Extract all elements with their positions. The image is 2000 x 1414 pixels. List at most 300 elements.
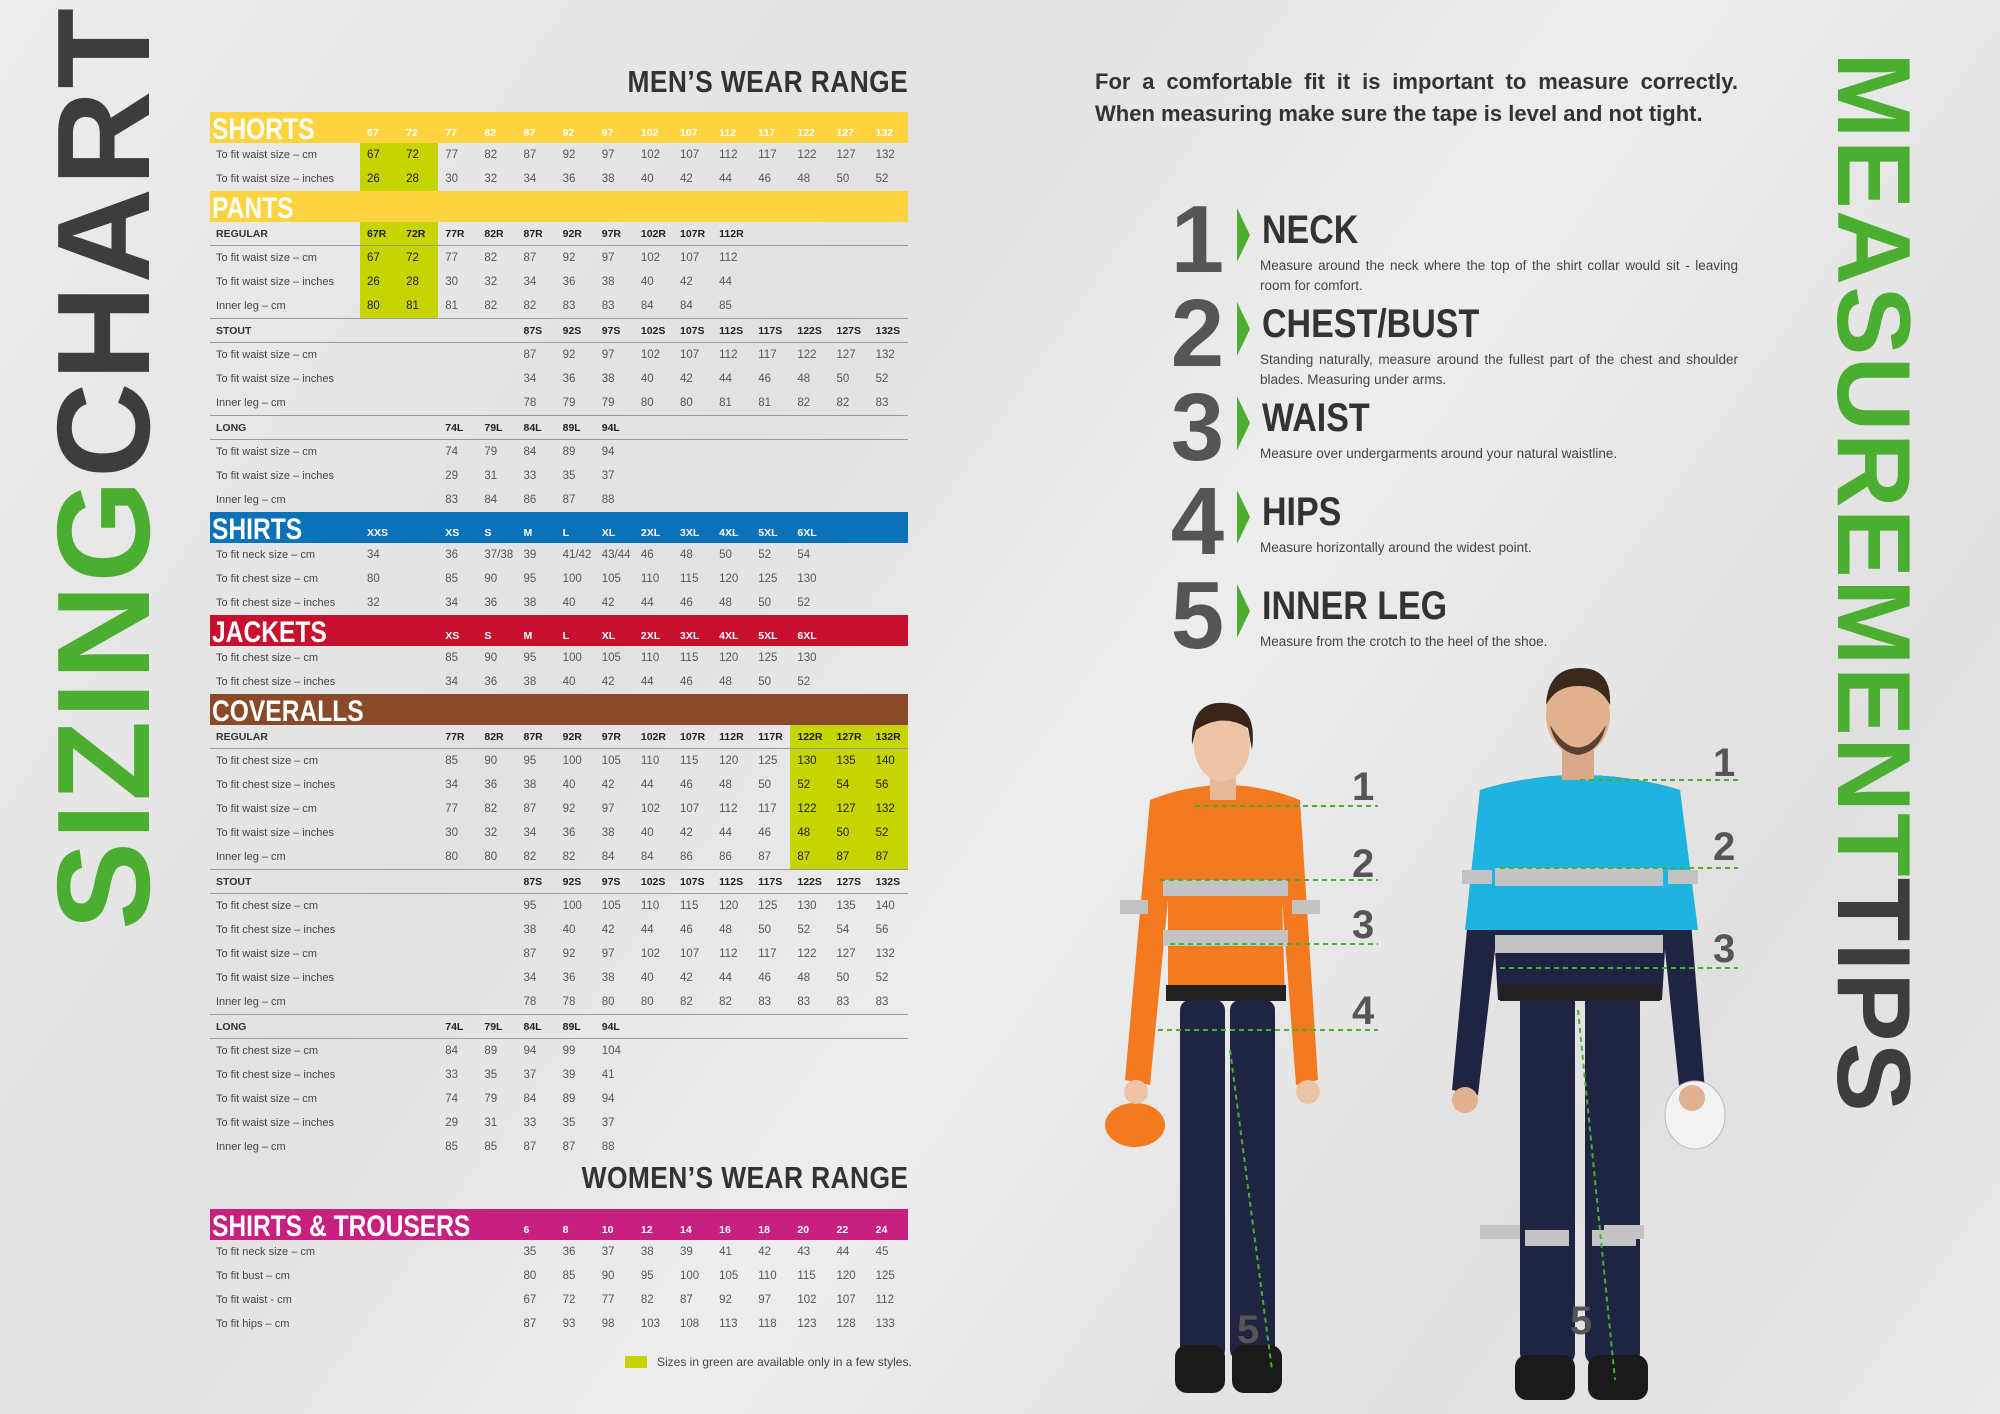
value-cell: 87	[758, 851, 772, 863]
value-cell: 79	[484, 1093, 498, 1105]
row-label: To fit chest size – inches	[216, 597, 336, 609]
value-cell: 44	[836, 1246, 850, 1258]
size-header-cell: 5XL	[758, 630, 778, 642]
value-cell: 85	[445, 755, 459, 767]
value-cell: 87	[523, 803, 537, 815]
size-code-cell: 132S	[875, 876, 901, 888]
value-cell: 50	[836, 972, 850, 984]
size-code-cell: 82R	[484, 731, 504, 743]
size-code-cell: 74L	[445, 1021, 464, 1033]
size-code-cell: 132R	[869, 725, 908, 748]
value-cell: 92	[719, 1294, 732, 1306]
value-cell: 40	[562, 924, 576, 936]
value-cell: 95	[523, 652, 537, 664]
value-cell: 102	[640, 948, 661, 960]
value-cell: 32	[484, 827, 498, 839]
value-cell: 80	[640, 996, 654, 1008]
size-header-cell: 4XL	[719, 630, 739, 642]
size-header-cell: XL	[601, 527, 616, 539]
value-cell: 39	[680, 1246, 693, 1258]
value-cell: 46	[640, 549, 654, 561]
value-cell: 100	[680, 1270, 700, 1282]
group-label: REGULAR	[216, 731, 268, 743]
value-cell: 42	[680, 972, 693, 984]
value-cell: 80	[601, 996, 615, 1008]
value-cell: 48	[719, 779, 732, 791]
value-cell: 132	[875, 149, 895, 161]
value-cell: 44	[719, 972, 732, 984]
value-cell: 135	[830, 749, 869, 773]
value-cell: 120	[836, 1270, 856, 1282]
value-cell: 97	[758, 1294, 772, 1306]
value-cell: 110	[640, 900, 660, 912]
value-cell: 87	[523, 349, 537, 361]
value-cell: 95	[640, 1270, 654, 1282]
size-header-cell: M	[523, 527, 533, 539]
value-cell: 81	[719, 397, 732, 409]
size-code-cell: 127R	[830, 725, 869, 748]
value-cell: 117	[758, 948, 777, 960]
value-cell: 41	[601, 1069, 615, 1081]
size-code-cell: 127S	[836, 876, 862, 888]
size-code-cell: 107R	[680, 228, 706, 240]
value-cell: 122	[790, 797, 829, 821]
value-cell: 48	[790, 821, 829, 845]
value-cell: 36	[562, 827, 576, 839]
value-cell: 84	[484, 494, 498, 506]
size-header-cell: 127	[836, 127, 855, 139]
tip-description: Measure horizontally around the widest point.	[1260, 540, 1532, 555]
size-header-cell: 10	[601, 1224, 614, 1236]
value-cell: 100	[562, 652, 582, 664]
size-header-cell: S	[484, 527, 492, 539]
value-cell: 30	[445, 276, 459, 288]
value-cell: 28	[399, 270, 438, 294]
value-cell: 87	[562, 494, 576, 506]
size-code-cell: 102S	[640, 325, 666, 337]
value-cell: 130	[797, 573, 817, 585]
value-cell: 81	[445, 300, 459, 312]
value-cell: 72	[399, 143, 438, 167]
value-cell: 125	[758, 573, 778, 585]
value-cell: 94	[523, 1045, 537, 1057]
value-cell: 117	[758, 349, 777, 361]
section-title: SHIRTS & TROUSERS	[212, 1210, 471, 1243]
value-cell: 115	[797, 1270, 816, 1282]
size-header-cell: 22	[836, 1224, 849, 1236]
value-cell: 108	[680, 1318, 700, 1330]
value-cell: 83	[875, 397, 889, 409]
value-cell: 99	[562, 1045, 576, 1057]
value-cell: 84	[680, 300, 693, 312]
value-cell: 72	[399, 246, 438, 270]
woman-label-1: 1	[1352, 765, 1375, 809]
value-cell: 118	[758, 1318, 777, 1330]
value-cell: 125	[758, 755, 778, 767]
value-cell: 42	[601, 676, 615, 688]
value-cell: 86	[523, 494, 537, 506]
value-cell: 97	[601, 149, 615, 161]
value-cell: 83	[562, 300, 576, 312]
size-code-cell: 102R	[640, 228, 666, 240]
value-cell: 133	[875, 1318, 895, 1330]
value-cell: 83	[601, 300, 615, 312]
value-cell: 83	[836, 996, 850, 1008]
size-code-cell: 92S	[562, 876, 582, 888]
value-cell: 35	[523, 1246, 537, 1258]
row-label: Inner leg – cm	[216, 494, 286, 506]
value-cell: 94	[601, 1093, 615, 1105]
size-code-cell: 87R	[523, 731, 543, 743]
row-label: To fit chest size – cm	[216, 573, 319, 585]
value-cell: 44	[719, 173, 732, 185]
value-cell: 50	[836, 373, 850, 385]
value-cell: 112	[719, 252, 738, 264]
value-cell: 87	[523, 1141, 537, 1153]
value-cell: 82	[523, 300, 537, 312]
tip-title: INNER LEG	[1262, 584, 1448, 628]
value-cell: 35	[562, 1117, 576, 1129]
value-cell: 34	[445, 779, 459, 791]
value-cell: 105	[601, 652, 621, 664]
row-label: To fit hips – cm	[216, 1318, 290, 1330]
value-cell: 115	[680, 900, 699, 912]
tip-description: Measure from the crotch to the heel of the shoe.	[1260, 634, 1548, 649]
value-cell: 80	[523, 1270, 537, 1282]
value-cell: 34	[445, 676, 459, 688]
value-cell: 127	[836, 948, 856, 960]
row-label: Inner leg – cm	[216, 996, 286, 1008]
section-title: SHIRTS	[212, 513, 303, 546]
size-header-cell: L	[562, 630, 570, 642]
value-cell: 92	[562, 803, 576, 815]
value-cell: 84	[445, 1045, 459, 1057]
value-cell: 92	[562, 252, 576, 264]
value-cell: 122	[797, 948, 817, 960]
value-cell: 102	[797, 1294, 817, 1306]
size-header-cell: M	[523, 630, 533, 642]
man-leg-stripe	[1525, 1230, 1569, 1246]
row-label: Inner leg – cm	[216, 851, 286, 863]
value-cell: 38	[601, 276, 615, 288]
woman-label-3: 3	[1352, 903, 1375, 947]
value-cell: 39	[562, 1069, 576, 1081]
value-cell: 80	[640, 397, 654, 409]
size-header-cell: L	[562, 527, 570, 539]
value-cell: 36	[562, 276, 576, 288]
size-header-cell: 107	[680, 127, 698, 139]
value-cell: 77	[445, 803, 459, 815]
man-label-5: 5	[1570, 1299, 1593, 1343]
row-label: To fit waist size – inches	[216, 373, 334, 385]
size-code-cell: 112S	[719, 325, 744, 337]
size-code-cell: 122R	[790, 725, 829, 748]
value-cell: 84	[640, 851, 654, 863]
row-label: To fit waist size – cm	[216, 803, 317, 815]
size-code-cell: 112R	[719, 731, 744, 743]
size-code-cell: 89L	[562, 1021, 581, 1033]
row-label: Inner leg – cm	[216, 1141, 286, 1153]
group-label: LONG	[216, 1021, 247, 1033]
size-code-cell: 132S	[875, 325, 901, 337]
value-cell: 34	[523, 173, 537, 185]
value-cell: 41	[719, 1246, 732, 1258]
value-cell: 82	[484, 300, 498, 312]
value-cell: 125	[758, 652, 778, 664]
value-cell: 115	[680, 573, 699, 585]
value-cell: 48	[719, 676, 732, 688]
man-left-boot	[1515, 1355, 1575, 1400]
value-cell: 127	[836, 349, 856, 361]
value-cell: 43	[797, 1246, 811, 1258]
value-cell: 87	[680, 1294, 693, 1306]
value-cell: 85	[445, 652, 459, 664]
value-cell: 52	[869, 821, 908, 845]
value-cell: 52	[875, 972, 889, 984]
value-cell: 102	[640, 149, 661, 161]
value-cell: 92	[562, 349, 576, 361]
size-code-cell: 102S	[640, 876, 666, 888]
value-cell: 87	[790, 845, 829, 869]
value-cell: 44	[640, 924, 654, 936]
value-cell: 107	[680, 803, 700, 815]
size-header-cell: 132	[875, 127, 894, 139]
value-cell: 40	[640, 173, 654, 185]
value-cell: 86	[680, 851, 693, 863]
value-cell: 78	[523, 397, 537, 409]
value-cell: 110	[640, 652, 660, 664]
size-header-cell: 12	[640, 1224, 653, 1236]
man-leg-stripe	[1592, 1230, 1636, 1246]
value-cell: 37	[601, 470, 615, 482]
tip-number: 3	[1170, 374, 1225, 481]
size-header-cell: 6XL	[797, 630, 817, 642]
value-cell: 80	[367, 573, 380, 585]
size-header-cell: 3XL	[680, 630, 700, 642]
value-cell: 100	[562, 573, 582, 585]
value-cell: 87	[523, 149, 537, 161]
value-cell: 87	[523, 1318, 537, 1330]
value-cell: 52	[875, 173, 889, 185]
value-cell: 82	[523, 851, 537, 863]
size-header-cell: 82	[484, 127, 497, 139]
value-cell: 80	[445, 851, 459, 863]
row-label: To fit chest size – inches	[216, 924, 336, 936]
value-cell: 37	[523, 1069, 537, 1081]
value-cell: 67	[360, 143, 399, 167]
value-cell: 52	[797, 676, 811, 688]
row-label: To fit chest size – cm	[216, 900, 319, 912]
value-cell: 37	[601, 1117, 615, 1129]
value-cell: 82	[484, 149, 498, 161]
value-cell: 85	[562, 1270, 576, 1282]
size-header-cell: 6	[523, 1224, 530, 1236]
size-code-cell: 89L	[562, 422, 581, 434]
value-cell: 56	[869, 773, 908, 797]
section-title: COVERALLS	[212, 695, 364, 728]
tip-description: Measure over undergarments around your natural waistline.	[1260, 446, 1618, 461]
value-cell: 52	[875, 373, 889, 385]
value-cell: 54	[836, 924, 850, 936]
value-cell: 34	[523, 972, 537, 984]
man-label-1: 1	[1713, 741, 1736, 785]
value-cell: 36	[562, 1246, 576, 1258]
woman-reflective-stripe	[1163, 880, 1288, 896]
value-cell: 36	[562, 173, 576, 185]
value-cell: 110	[640, 573, 660, 585]
size-header-cell: 3XL	[680, 527, 700, 539]
value-cell: 46	[758, 373, 772, 385]
value-cell: 89	[562, 1093, 576, 1105]
woman-belt	[1166, 985, 1286, 1001]
value-cell: 82	[484, 252, 498, 264]
size-header-cell: 112	[719, 127, 737, 139]
value-cell: 39	[523, 549, 537, 561]
value-cell: 52	[797, 597, 811, 609]
value-cell: 45	[875, 1246, 889, 1258]
value-cell: 85	[445, 1141, 459, 1153]
value-cell: 50	[758, 676, 772, 688]
size-code-cell: 82R	[484, 228, 504, 240]
value-cell: 36	[484, 597, 498, 609]
value-cell: 32	[367, 597, 380, 609]
value-cell: 90	[484, 573, 498, 585]
value-cell: 82	[836, 397, 850, 409]
value-cell: 140	[875, 900, 895, 912]
value-cell: 94	[601, 446, 615, 458]
size-code-cell: 94L	[601, 1021, 620, 1033]
man-reflective-stripe	[1495, 935, 1663, 953]
value-cell: 77	[601, 1294, 615, 1306]
value-cell: 40	[640, 276, 654, 288]
value-cell: 42	[601, 597, 615, 609]
value-cell: 43/44	[601, 549, 631, 561]
value-cell: 107	[836, 1294, 856, 1306]
value-cell: 50	[758, 597, 772, 609]
value-cell: 87	[523, 252, 537, 264]
value-cell: 92	[562, 149, 576, 161]
value-cell: 42	[601, 924, 615, 936]
row-label: To fit waist size – cm	[216, 446, 317, 458]
value-cell: 42	[758, 1246, 772, 1258]
size-code-cell: 107R	[680, 731, 706, 743]
value-cell: 117	[758, 149, 777, 161]
tip-number: 2	[1170, 280, 1225, 387]
value-cell: 82	[680, 996, 693, 1008]
value-cell: 87	[830, 845, 869, 869]
value-cell: 88	[601, 1141, 615, 1153]
size-header-cell: 92	[562, 127, 575, 139]
value-cell: 88	[601, 494, 615, 506]
value-cell: 83	[797, 996, 811, 1008]
legend-text: Sizes in green are available only in a few styles.	[657, 1355, 912, 1369]
value-cell: 50	[830, 821, 869, 845]
value-cell: 103	[640, 1318, 661, 1330]
section-title: SHORTS	[212, 113, 315, 146]
value-cell: 100	[562, 900, 582, 912]
size-code-cell: 92R	[562, 228, 582, 240]
value-cell: 105	[601, 573, 621, 585]
value-cell: 36	[445, 549, 459, 561]
size-code-cell: 97R	[601, 731, 622, 743]
value-cell: 30	[445, 173, 459, 185]
value-cell: 112	[719, 349, 738, 361]
value-cell: 50	[836, 173, 850, 185]
value-cell: 40	[562, 676, 576, 688]
size-header-cell: XL	[601, 630, 616, 642]
value-cell: 36	[562, 972, 576, 984]
value-cell: 42	[680, 373, 693, 385]
value-cell: 95	[523, 755, 537, 767]
size-header-cell: 102	[640, 127, 659, 139]
tip-title: NECK	[1262, 208, 1359, 252]
value-cell: 81	[758, 397, 772, 409]
value-cell: 79	[562, 397, 576, 409]
size-code-cell: 102R	[640, 731, 666, 743]
value-cell: 74	[445, 1093, 459, 1105]
value-cell: 97	[601, 948, 615, 960]
value-cell: 115	[680, 652, 699, 664]
size-header-cell: S	[484, 630, 492, 642]
value-cell: 127	[836, 149, 856, 161]
size-header-cell: 117	[758, 127, 776, 139]
value-cell: 48	[797, 972, 811, 984]
value-cell: 78	[562, 996, 576, 1008]
value-cell: 95	[523, 900, 537, 912]
value-cell: 44	[640, 779, 654, 791]
size-header-cell: 5XL	[758, 527, 778, 539]
size-code-cell: 112R	[719, 228, 744, 240]
value-cell: 132	[869, 797, 908, 821]
value-cell: 46	[758, 173, 772, 185]
value-cell: 36	[484, 779, 498, 791]
value-cell: 32	[484, 276, 498, 288]
value-cell: 54	[830, 773, 869, 797]
value-cell: 85	[719, 300, 732, 312]
title-sizing: SIZING	[30, 477, 177, 930]
size-header-cell: 18	[758, 1224, 770, 1236]
value-cell: 98	[601, 1318, 615, 1330]
size-header-cell: 72	[406, 127, 418, 139]
value-cell: 46	[680, 779, 693, 791]
size-code-cell: 94L	[601, 422, 620, 434]
value-cell: 80	[680, 397, 693, 409]
value-cell: 115	[680, 755, 699, 767]
row-label: To fit waist size – inches	[216, 276, 334, 288]
value-cell: 84	[601, 851, 615, 863]
size-code-cell: 79L	[484, 1021, 503, 1033]
value-cell: 34	[523, 827, 537, 839]
value-cell: 38	[523, 924, 537, 936]
size-header-cell: 97	[601, 127, 614, 139]
value-cell: 37/38	[484, 549, 514, 561]
size-code-cell: 97S	[601, 876, 621, 888]
value-cell: 46	[680, 597, 693, 609]
value-cell: 105	[601, 900, 621, 912]
row-label: To fit waist size – cm	[216, 149, 317, 161]
value-cell: 40	[562, 597, 576, 609]
woman-right-leg	[1230, 1000, 1275, 1360]
tip-title: WAIST	[1262, 396, 1370, 440]
value-cell: 95	[523, 573, 537, 585]
value-cell: 90	[484, 755, 498, 767]
value-cell: 42	[601, 779, 615, 791]
value-cell: 89	[484, 1045, 498, 1057]
value-cell: 41/42	[562, 549, 592, 561]
value-cell: 46	[758, 972, 772, 984]
value-cell: 97	[601, 349, 615, 361]
value-cell: 107	[680, 349, 700, 361]
